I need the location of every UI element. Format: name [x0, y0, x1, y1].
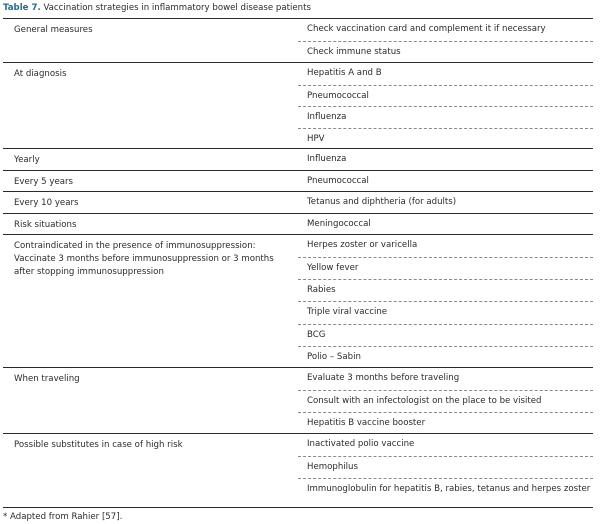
row-category: Contraindicated in the presence of immunosuppression: Vaccinate 3 months before immunosuppression or 3 months after stopping immunosuppression — [14, 241, 274, 277]
row-category: Risk situations — [14, 220, 77, 230]
table-number: Table 7. — [3, 3, 41, 13]
vaccine-item: BCG — [298, 324, 593, 346]
table-row-group — [3, 170, 593, 191]
vaccine-item: Pneumococcal — [307, 176, 369, 186]
vaccine-item: Polio – Sabin — [298, 346, 593, 368]
vaccine-item: Influenza — [307, 154, 347, 164]
vaccine-item: Check vaccination card and complement it if necessary — [307, 24, 546, 34]
table-row-group — [3, 433, 593, 509]
vaccine-item: Immunoglobulin for hepatitis B, rabies, tetanus and herpes zoster — [298, 478, 593, 510]
row-category: General measures — [14, 25, 93, 35]
row-category: Possible substitutes in case of high risk — [14, 440, 183, 450]
vaccine-item: HPV — [298, 128, 593, 150]
vaccine-item: Inactivated polio vaccine — [307, 439, 415, 449]
table-title: Vaccination strategies in inflammatory bowel disease patients — [40, 3, 311, 13]
row-category: When traveling — [14, 374, 80, 384]
vaccine-item: Check immune status — [298, 41, 593, 63]
vaccine-item: Hemophilus — [298, 456, 593, 478]
row-category: Every 10 years — [14, 198, 79, 208]
table-row-group — [3, 62, 593, 148]
vaccine-item: Rabies — [298, 279, 593, 301]
row-vaccines — [298, 19, 593, 62]
row-category: Yearly — [14, 155, 40, 165]
table-row-group — [3, 148, 593, 170]
vaccine-item: Tetanus and diphtheria (for adults) — [307, 197, 457, 207]
vaccine-item: Triple viral vaccine — [298, 301, 593, 323]
row-vaccines — [298, 368, 593, 434]
table-caption — [3, 3, 311, 13]
vaccine-item: Meningococcal — [307, 219, 371, 229]
row-vaccines — [298, 235, 593, 368]
row-category: At diagnosis — [14, 69, 67, 79]
vaccine-item: Hepatitis B vaccine booster — [298, 412, 593, 434]
table-row-group — [3, 213, 593, 234]
table-row-group — [3, 191, 593, 213]
row-vaccines — [298, 63, 593, 149]
vaccine-item: Hepatitis A and B — [307, 68, 382, 78]
vaccine-item: Yellow fever — [298, 257, 593, 279]
row-vaccines — [298, 192, 593, 214]
vaccine-item: Influenza — [298, 106, 593, 128]
table-row-group — [3, 234, 593, 367]
vaccine-item: Consult with an infectologist on the place to be visited — [298, 390, 593, 412]
vaccine-item: Evaluate 3 months before traveling — [307, 373, 460, 383]
table-footnote: * Adapted from Rahier [57]. — [3, 512, 123, 522]
vaccination-table — [3, 18, 593, 508]
row-vaccines — [298, 214, 593, 235]
table-row-group — [3, 19, 593, 62]
row-vaccines — [298, 171, 593, 192]
vaccine-item: Herpes zoster or varicella — [307, 240, 418, 250]
row-vaccines — [298, 149, 593, 171]
vaccine-item: Pneumococcal — [298, 85, 593, 107]
row-category: Every 5 years — [14, 177, 74, 187]
row-vaccines — [298, 434, 593, 510]
table-row-group — [3, 367, 593, 433]
